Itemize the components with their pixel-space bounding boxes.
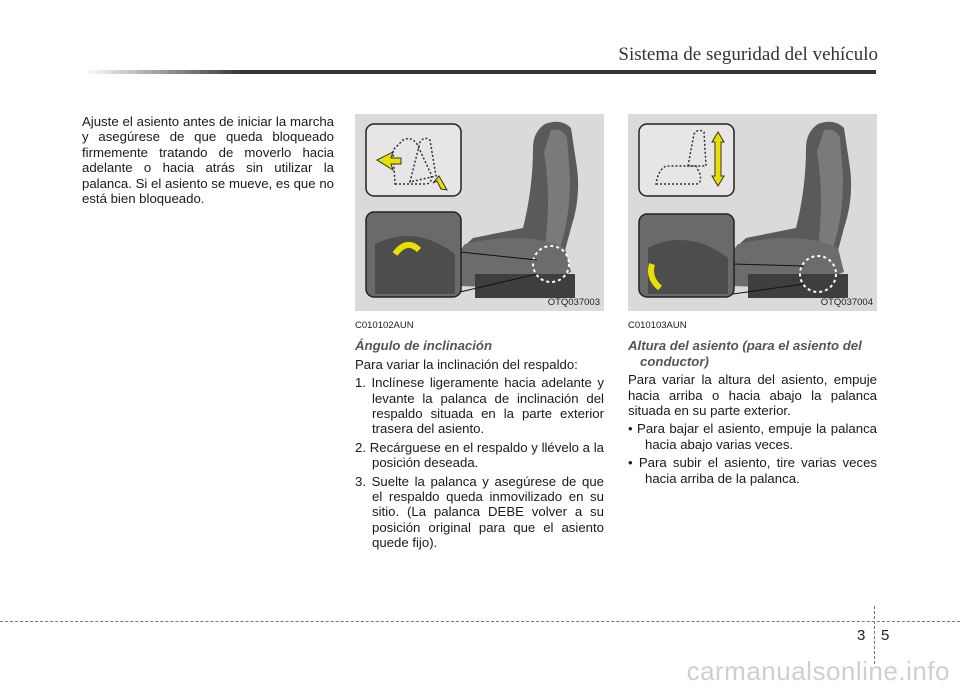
section-heading: Altura del asiento (para el asiento del conductor): [628, 338, 862, 369]
list-item: 1. Inclínese ligeramente hacia adelante y levante la palanca de inclinación del respaldo situada en la parte exterior trasera del asiento.: [355, 375, 604, 437]
list-item: 2. Recárguese en el respaldo y llévelo a la posición deseada.: [355, 439, 604, 471]
step-list: [355, 375, 604, 550]
list-item: 3. Suelte la palanca y asegúrese de que el respaldo queda inmovilizado en su sitio. (La palanca DEBE volver a su posición original para que el asiento quede fijo).: [355, 473, 604, 551]
footer-rule: [0, 621, 960, 622]
section-code: C010103AUN: [628, 320, 687, 331]
list-item: • Para bajar el asiento, empuje la palanca hacia abajo varias veces.: [628, 421, 877, 452]
seat-recline-illustration: [355, 114, 604, 311]
figure-code: OTQ037004: [820, 297, 873, 308]
section-code: C010102AUN: [355, 320, 414, 331]
figure-height: [628, 114, 877, 311]
header-rule-fade: [84, 70, 244, 74]
page-number: 5: [881, 627, 890, 644]
seat-height-illustration: [628, 114, 877, 311]
list-item: • Para subir el asiento, tire varias veces hacia arriba de la palanca.: [628, 455, 877, 486]
watermark: carmanualsonline.info: [686, 656, 950, 686]
bullet-list: [628, 421, 877, 486]
section-paragraph: Para variar la inclinación del respaldo:: [355, 356, 578, 372]
figure-code: OTQ037003: [547, 297, 600, 308]
section-height: [628, 318, 877, 489]
section-recline: [355, 318, 604, 554]
chapter-number: 3: [857, 627, 866, 644]
section-heading: Ángulo de inclinación: [355, 338, 493, 354]
intro-paragraph: Ajuste el asiento antes de iniciar la marcha y asegúrese de que queda bloqueado firmemente tratando de moverlo hacia adelante o hacia atrás sin utilizar la palanca. Si el asiento se mueve, es que no está bien bloqueado.: [82, 114, 334, 207]
figure-recline: [355, 114, 604, 311]
section-paragraph: Para variar la altura del asiento, empuje hacia arriba o hacia abajo la palanca situada en su parte exterior.: [628, 372, 877, 419]
section-title: Sistema de seguridad del vehículo: [618, 44, 878, 65]
